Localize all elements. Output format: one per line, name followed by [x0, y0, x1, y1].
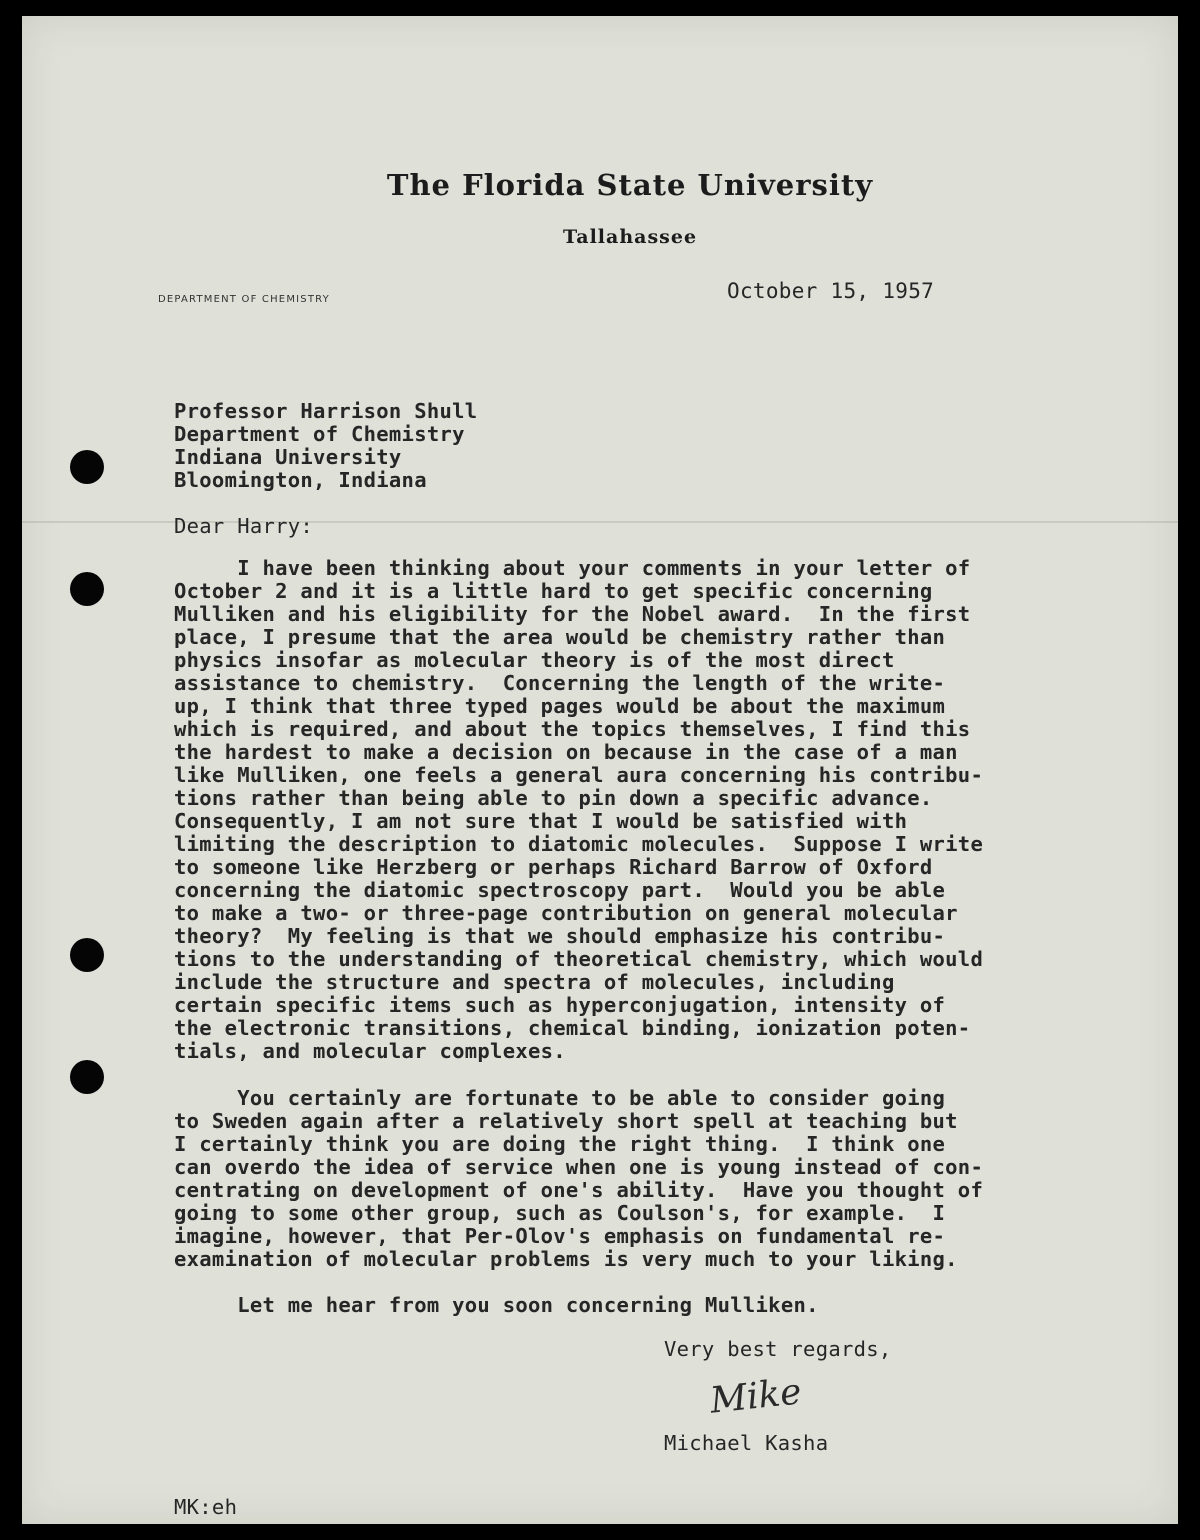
- body-line: tions to the understanding of theoretical chemistry, which would: [174, 947, 984, 971]
- body-line: theory? My feeling is that we should emphasize his contribu-: [174, 924, 946, 948]
- punch-hole: [70, 1060, 104, 1094]
- body-paragraph-1: [174, 557, 983, 1063]
- body-line: limiting the description to diatomic molecules. Suppose I write: [174, 832, 984, 856]
- body-line: include the structure and spectra of molecules, including: [174, 970, 895, 994]
- salutation: Dear Harry:: [174, 514, 314, 538]
- body-line: to Sweden again after a relatively short spell at teaching but: [174, 1109, 958, 1133]
- letter-date: October 15, 1957: [727, 279, 935, 303]
- body-line: Consequently, I am not sure that I would be satisfied with: [174, 809, 908, 833]
- body-line: physics insofar as molecular theory is of the most direct: [174, 648, 895, 672]
- body-line: which is required, and about the topics themselves, I find this: [174, 717, 971, 741]
- body-line: up, I think that three typed pages would be about the maximum: [174, 694, 946, 718]
- body-line: assistance to chemistry. Concerning the length of the write-: [174, 671, 946, 695]
- body-line: place, I presume that the area would be chemistry rather than: [174, 625, 946, 649]
- recipient-address: [174, 400, 477, 492]
- body-line: the electronic transitions, chemical binding, ionization poten-: [174, 1016, 971, 1040]
- body-line: Mulliken and his eligibility for the Nobel award. In the first: [174, 602, 971, 626]
- handwritten-signature: Mike: [708, 1371, 804, 1422]
- body-line: like Mulliken, one feels a general aura concerning his contribu-: [174, 763, 984, 787]
- body-line: Let me hear from you soon concerning Mulliken.: [174, 1293, 819, 1317]
- body-line: imagine, however, that Per-Olov's emphasis on fundamental re-: [174, 1224, 946, 1248]
- body-line: You certainly are fortunate to be able to consider going: [174, 1086, 946, 1110]
- body-line: concerning the diatomic spectroscopy part. Would you be able: [174, 878, 946, 902]
- body-line: going to some other group, such as Coulson's, for example. I: [174, 1201, 946, 1225]
- address-line: Indiana University: [174, 445, 402, 469]
- body-line: to make a two- or three-page contribution on general molecular: [174, 901, 958, 925]
- body-line: tials, and molecular complexes.: [174, 1039, 566, 1063]
- body-line: tions rather than being able to pin down a specific advance.: [174, 786, 933, 810]
- typist-initials: MK:eh: [174, 1495, 238, 1519]
- signer-name: Michael Kasha: [664, 1431, 829, 1455]
- closing: Very best regards,: [664, 1337, 892, 1361]
- address-line: Professor Harrison Shull: [174, 399, 478, 423]
- body-line: October 2 and it is a little hard to get specific concerning: [174, 579, 933, 603]
- letterhead-department: DEPARTMENT OF CHEMISTRY: [158, 294, 330, 305]
- body-line: examination of molecular problems is very much to your liking.: [174, 1247, 958, 1271]
- letterhead-institution: The Florida State University: [386, 168, 874, 202]
- body-line: to someone like Herzberg or perhaps Richard Barrow of Oxford: [174, 855, 933, 879]
- body-paragraph-3: [174, 1294, 819, 1317]
- body-line: I certainly think you are doing the right thing. I think one: [174, 1132, 946, 1156]
- body-line: the hardest to make a decision on because in the case of a man: [174, 740, 958, 764]
- address-line: Bloomington, Indiana: [174, 468, 427, 492]
- body-line: certain specific items such as hyperconjugation, intensity of: [174, 993, 946, 1017]
- body-line: can overdo the idea of service when one is young instead of con-: [174, 1155, 984, 1179]
- letterhead-city: Tallahassee: [562, 226, 698, 248]
- body-line: centrating on development of one's ability. Have you thought of: [174, 1178, 984, 1202]
- address-line: Department of Chemistry: [174, 422, 465, 446]
- punch-hole: [70, 572, 104, 606]
- letter-page: [22, 16, 1178, 1524]
- body-line: I have been thinking about your comments in your letter of: [174, 556, 971, 580]
- punch-hole: [70, 938, 104, 972]
- punch-hole: [70, 450, 104, 484]
- body-paragraph-2: [174, 1087, 983, 1271]
